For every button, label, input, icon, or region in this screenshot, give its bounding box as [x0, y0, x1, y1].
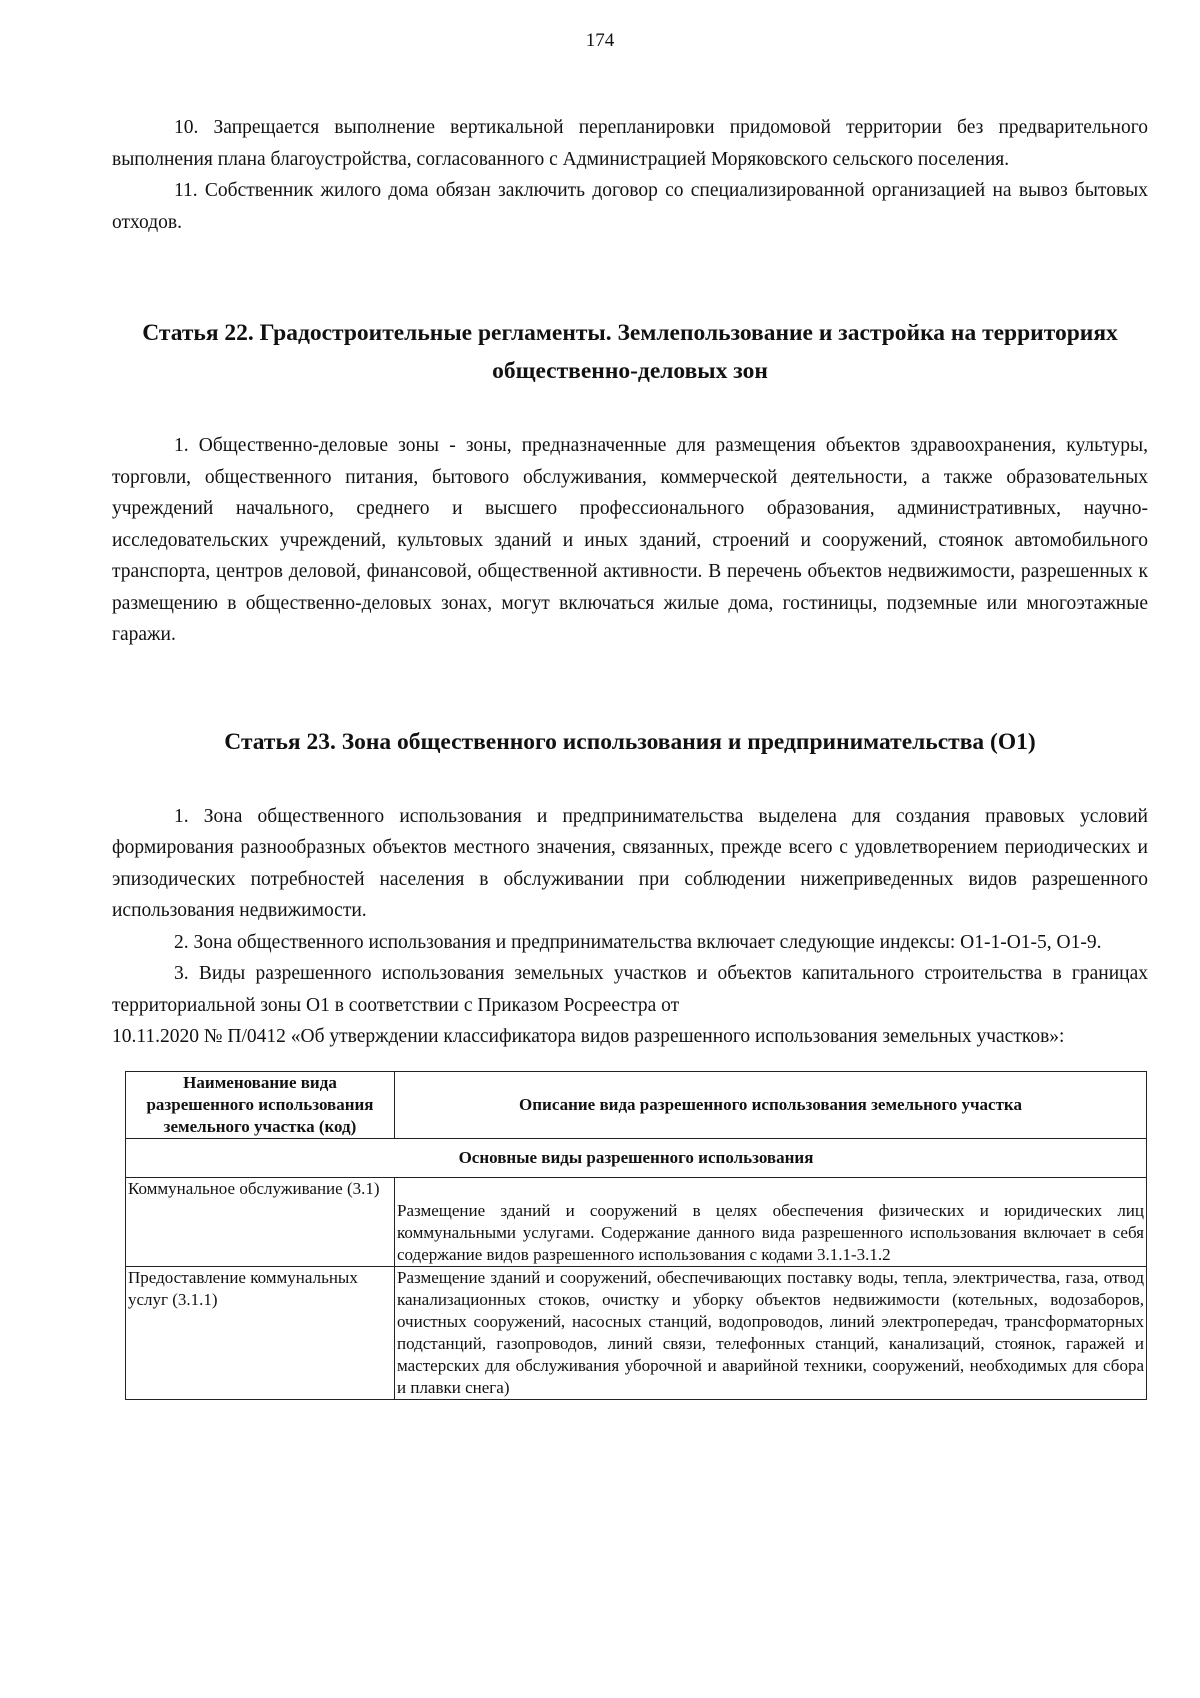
article-23-paragraph-3: 3. Виды разрешенного использования земельных участков и объектов капитального строительства в границах территориальной зоны О1 в соответствии с Приказом Росреестра от — [112, 963, 1148, 1016]
article-22-title: Статья 22. Градостроительные регламенты. Землепользование и застройка на территориях общественно-деловых зон — [142, 320, 1118, 384]
article-23-title: Статья 23. Зона общественного использования и предпринимательства (О1) — [224, 728, 1036, 755]
paragraph-10: 10. Запрещается выполнение вертикальной перепланировки придомовой территории без предварительного выполнения плана благоустройства, согласованного с Администрацией Моряковского сельского поселения. — [112, 117, 1148, 170]
page-number: 174 — [585, 30, 615, 51]
use-desc-cell: Размещение зданий и сооружений в целях обеспечения физических и юридических лиц коммунальными услугами. Содержание данного вида разрешенного использования включает в себя содержание видов разрешенного использования с кодами 3.1.1-3.1.2 — [395, 1177, 1147, 1266]
table-row — [126, 1266, 1147, 1399]
article-23-paragraph-3-cont: 10.11.2020 № П/0412 «Об утверждении классификатора видов разрешенного использования земельных участков»: — [112, 1026, 1065, 1047]
permitted-use-table — [125, 1071, 1147, 1400]
use-desc-cell: Размещение зданий и сооружений, обеспечивающих поставку воды, тепла, электричества, газа, отвод канализационных стоков, очистку и уборку объектов недвижимости (котельных, водозаборов, очистных сооружений, насосных станций, водопроводов, линий электропередач, трансформаторных подстанций, газопроводов, линий связи, телефонных станций, канализаций, стоянок, гаражей и мастерских для обслуживания уборочной и аварийной техники, сооружений, необходимых для сбора и плавки снега) — [395, 1266, 1147, 1399]
use-name-cell: Предоставление коммунальных услуг (3.1.1) — [126, 1266, 395, 1399]
table-row — [126, 1177, 1147, 1266]
article-22-paragraph-1: 1. Общественно-деловые зоны - зоны, предназначенные для размещения объектов здравоохранения, культуры, торговли, общественного питания, бытового обслуживания, коммерческой деятельности, а также образовательных учреждений начального, среднего и высшего профессионального образования, административных, научно-исследовательских учреждений, культовых зданий и иных зданий, строений и сооружений, стоянок автомобильного транспорта, центров деловой, финансовой, общественной активности. В перечень объектов недвижимости, разрешенных к размещению в общественно-деловых зонах, могут включаться жилые дома, гостиницы, подземные или многоэтажные гаражи. — [112, 435, 1148, 645]
paragraph-11: 11. Собственник жилого дома обязан заключить договор со специализированной организацией на вывоз бытовых отходов. — [112, 180, 1148, 233]
table-section-row — [126, 1138, 1147, 1177]
header-name-cell: Наименование вида разрешенного использования земельного участка (код) — [126, 1071, 395, 1138]
table-header-row — [126, 1071, 1147, 1138]
section-title-cell: Основные виды разрешенного использования — [126, 1138, 1147, 1177]
article-23-paragraph-2: 2. Зона общественного использования и предпринимательства включает следующие индексы: О1-1-О1-5, О1-9. — [174, 931, 1102, 953]
document-body — [112, 112, 1148, 1400]
use-name-cell: Коммунальное обслуживание (3.1) — [126, 1177, 395, 1266]
article-23-paragraph-1: 1. Зона общественного использования и предпринимательства выделена для создания правовых условий формирования разнообразных объектов местного значения, связанных, прежде всего с удовлетворением периодических и эпизодических потребностей населения в обслуживании при соблюдении нижеприведенных видов разрешенного использования недвижимости. — [112, 805, 1148, 921]
header-desc-cell: Описание вида разрешенного использования земельного участка — [395, 1071, 1147, 1138]
